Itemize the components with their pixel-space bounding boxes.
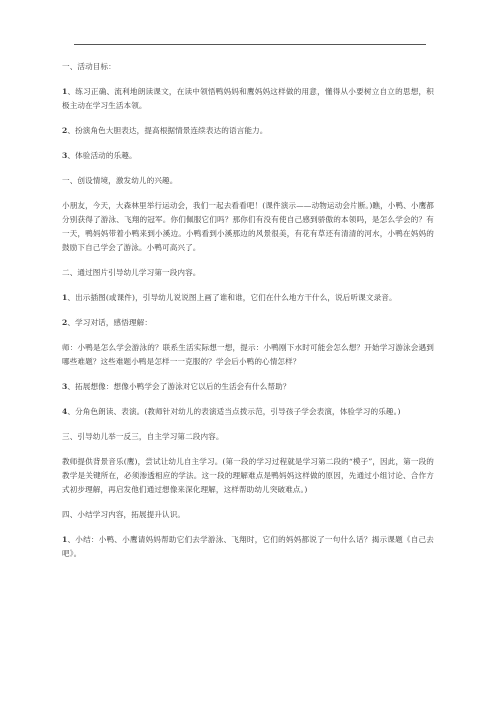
paragraph-12: 4、分角色朗读、表演。(教师针对幼儿的表演适当点拨示范，引导孩子学会表演，体验学习的乐趣。): [62, 407, 401, 416]
document-body: [62, 60, 434, 570]
paragraph-8: 1、出示插图(或课件)，引导幼儿说说图上画了谁和谁，它们在什么地方干什么，说后听课文录音。: [62, 293, 397, 302]
paragraph-7: 二、通过图片引导幼儿学习第一段内容。: [62, 268, 201, 277]
paragraph-15: 四、小结学习内容，拓展提升认识。: [62, 510, 186, 519]
paragraph-2: 1、练习正确、流利地朗读课文，在读中领悟鸭妈妈和鹰妈妈这样做的用意，懂得从小要树立自立的思想，积极主动在学习生活本领。: [62, 87, 434, 110]
paragraph-11: 3、拓展想像：想像小鸭学会了游泳对它以后的生活会有什么帮助？: [62, 382, 291, 391]
paragraph-4: 3、体验活动的乐趣。: [62, 151, 137, 160]
paragraph-9: 2、学习对话，感悟理解：: [62, 318, 153, 327]
paragraph-16: 1、小结：小鸭、小鹰请妈妈帮助它们去学游泳、飞翔时，它们的妈妈都说了一句什么话？揭示课题《自己去吧》。: [62, 535, 434, 558]
paragraph-5: 一、创设情境，激发幼儿的兴趣。: [62, 176, 178, 185]
paragraph-1: 一、活动目标：: [62, 62, 116, 71]
paragraph-3: 2、扮演角色大胆表达，提高根据情景连续表达的语言能力。: [62, 126, 268, 135]
paragraph-13: 三、引导幼儿举一反三，自主学习第二段内容。: [62, 432, 224, 441]
paragraph-14: 教师提供背景音乐(鹰)，尝试让幼儿自主学习。(第一段的学习过程就是学习第二段的“模子”，因此，第一段的教学是关键所在，必须渗透相应的学法。这一段的理解难点是鸭妈妈这样做的原因，先通过小组讨论、合作方式初步理解，再启发他们通过想像来深化理解，这样帮助幼儿突破难点。): [62, 457, 434, 494]
header-rule: [74, 44, 426, 45]
paragraph-6: 小朋友，今天，大森林里举行运动会，我们一起去看看吧！(课件演示——动物运动会片断。)瞧，小鸭、小鹰都分别获得了游泳、飞翔的冠军。你们佩服它们吗？那你们有没有使自己感到骄傲的本领吗，是怎么学会的？有一天，鸭妈妈带着小鸭来到小溪边。小鸭看到小溪那边的风景很美，有花有草还有清清的河水，小鸭在妈妈的鼓励下自己学会了游泳。小鸭可高兴了。: [62, 201, 434, 252]
paragraph-10: 师：小鸭是怎么学会游泳的？联系生活实际想一想，提示：小鸭刚下水时可能会怎么想？开始学习游泳会遇到哪些难题？这些难题小鸭是怎样一一克服的？学会后小鸭的心情怎样？: [62, 343, 434, 366]
